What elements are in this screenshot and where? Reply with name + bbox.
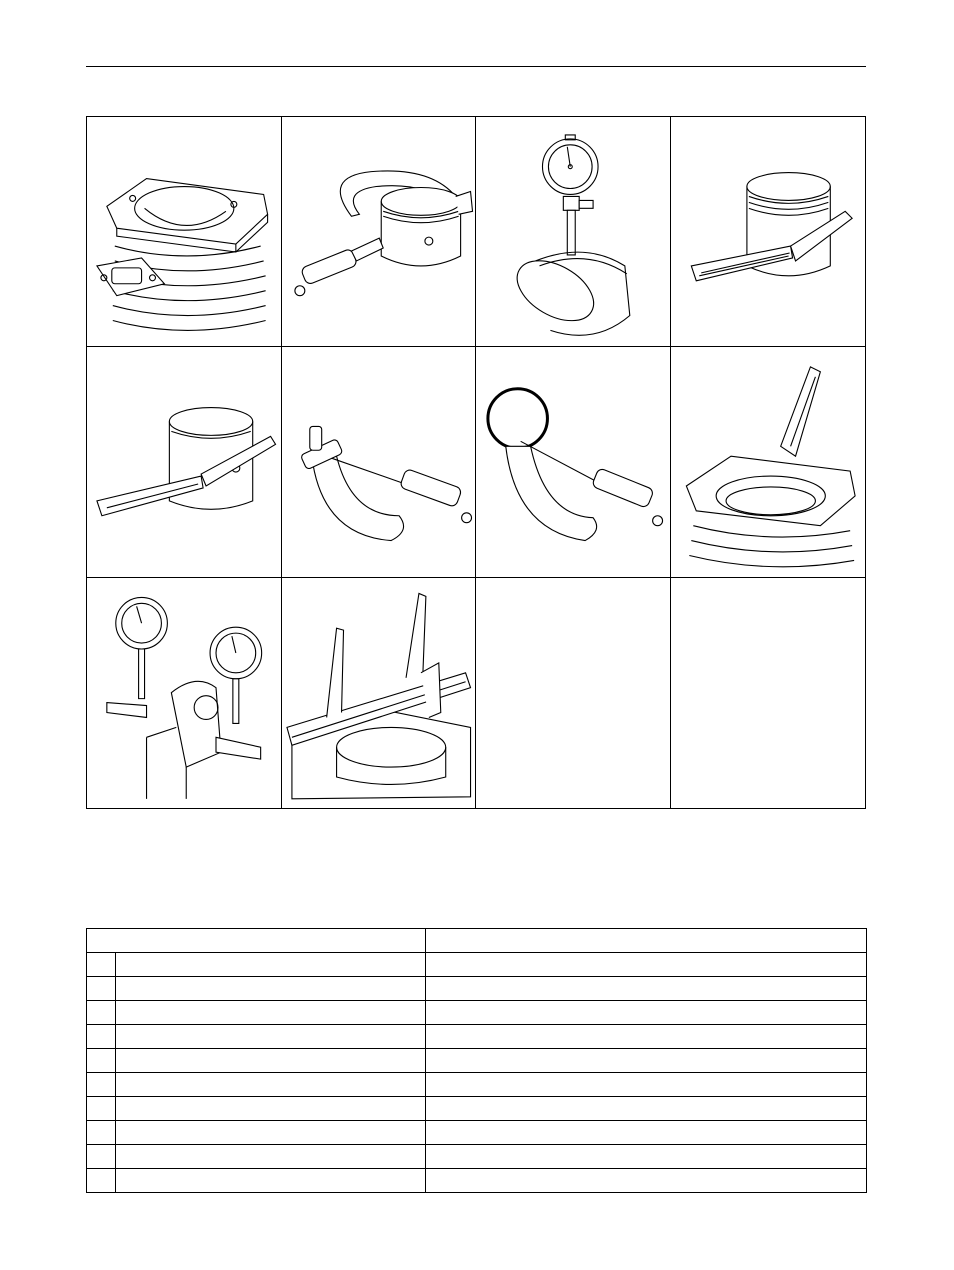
row-value <box>426 1145 867 1169</box>
row-number <box>87 977 116 1001</box>
table-row <box>87 1049 867 1073</box>
row-item <box>116 1097 426 1121</box>
table-row <box>87 1169 867 1193</box>
row-value <box>426 1073 867 1097</box>
row-value <box>426 1001 867 1025</box>
row-item <box>116 1145 426 1169</box>
micrometer-ring-illustration <box>476 347 671 577</box>
table-row <box>87 977 867 1001</box>
row-number <box>87 1049 116 1073</box>
caliper-cylinder-illustration <box>282 578 477 808</box>
piston-feeler-gauge-illustration <box>671 117 866 347</box>
row-value <box>426 1025 867 1049</box>
piston-ring-feeler-gauge-illustration <box>87 347 282 577</box>
row-item <box>116 1073 426 1097</box>
cylinder-illustration <box>87 117 282 347</box>
illustration-grid <box>86 116 866 809</box>
micrometer-illustration <box>282 347 477 577</box>
empty-cell <box>476 578 671 808</box>
table-row <box>87 1001 867 1025</box>
row-item <box>116 1121 426 1145</box>
table-row <box>87 1073 867 1097</box>
row-number <box>87 1145 116 1169</box>
table-header-cell <box>87 929 426 953</box>
cylinder-feeler-gauge-illustration <box>671 347 866 577</box>
row-item <box>116 953 426 977</box>
row-value <box>426 977 867 1001</box>
piston-dial-gauge-illustration <box>476 117 671 347</box>
table-header-row <box>87 929 867 953</box>
table-row <box>87 953 867 977</box>
table-row <box>87 1025 867 1049</box>
table-row <box>87 1097 867 1121</box>
crankshaft-dial-gauges-illustration <box>87 578 282 808</box>
row-number <box>87 1001 116 1025</box>
row-value <box>426 953 867 977</box>
row-item <box>116 1169 426 1193</box>
specification-table <box>86 928 867 1193</box>
table-header-cell <box>426 929 867 953</box>
piston-micrometer-illustration <box>282 117 477 347</box>
row-number <box>87 1073 116 1097</box>
row-value <box>426 1169 867 1193</box>
row-number <box>87 1121 116 1145</box>
row-number <box>87 953 116 977</box>
row-number <box>87 1169 116 1193</box>
table-row <box>87 1121 867 1145</box>
row-item <box>116 977 426 1001</box>
header-rule <box>86 66 866 67</box>
row-item <box>116 1025 426 1049</box>
row-value <box>426 1121 867 1145</box>
row-value <box>426 1049 867 1073</box>
row-item <box>116 1001 426 1025</box>
empty-cell <box>671 578 866 808</box>
row-item <box>116 1049 426 1073</box>
row-number <box>87 1025 116 1049</box>
row-value <box>426 1097 867 1121</box>
row-number <box>87 1097 116 1121</box>
table-row <box>87 1145 867 1169</box>
